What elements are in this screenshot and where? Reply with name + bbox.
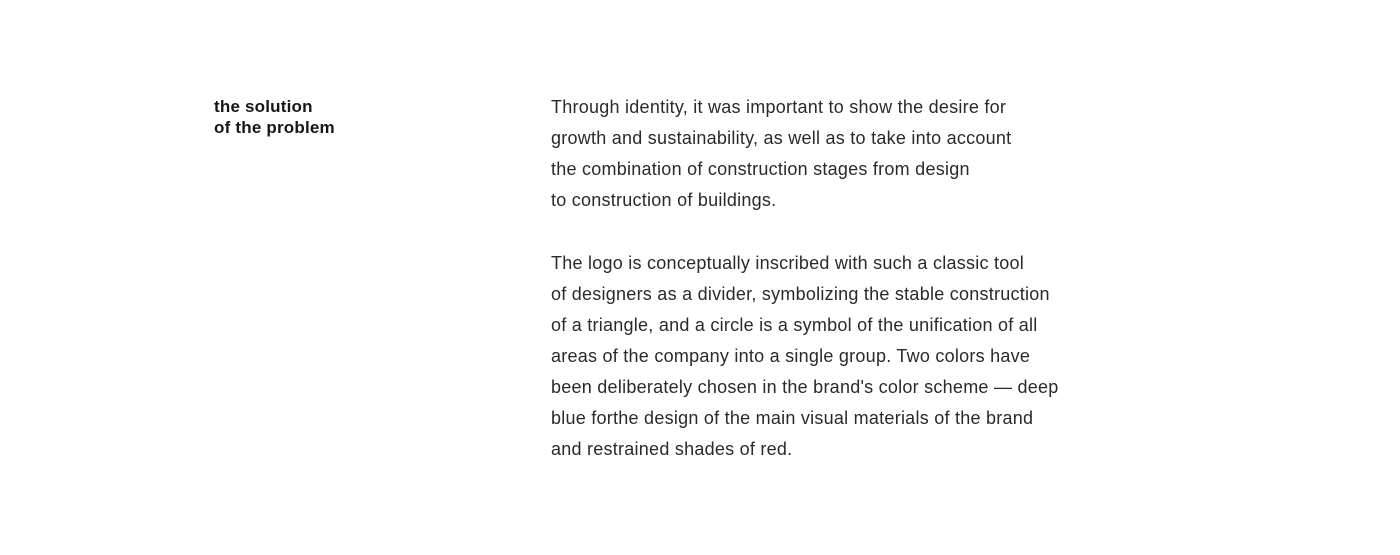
paragraph-line: Through identity, it was important to show the desire for [551,97,1007,117]
paragraph-line: blue forthe design of the main visual materials of the brand [551,408,1034,428]
paragraph-logo [551,248,1111,465]
paragraph-line: of designers as a divider, symbolizing the stable construction [551,284,1050,304]
section-heading-line: the solution [214,97,313,116]
paragraph-line: growth and sustainability, as well as to take into account [551,128,1012,148]
paragraph-line: areas of the company into a single group. Two colors have [551,346,1031,366]
paragraph-identity [551,92,1111,216]
paragraph-line: and restrained shades of red. [551,439,793,459]
paragraph-line: been deliberately chosen in the brand's color scheme — deep [551,377,1059,397]
section-heading-line: of the problem [214,118,335,137]
paragraph-line: to construction of buildings. [551,190,777,210]
paragraph-line: The logo is conceptually inscribed with such a classic tool [551,253,1024,273]
section-body [551,92,1111,465]
paragraph-line: the combination of construction stages from design [551,159,970,179]
section-heading [214,96,474,138]
paragraph-line: of a triangle, and a circle is a symbol of the unification of all [551,315,1038,335]
